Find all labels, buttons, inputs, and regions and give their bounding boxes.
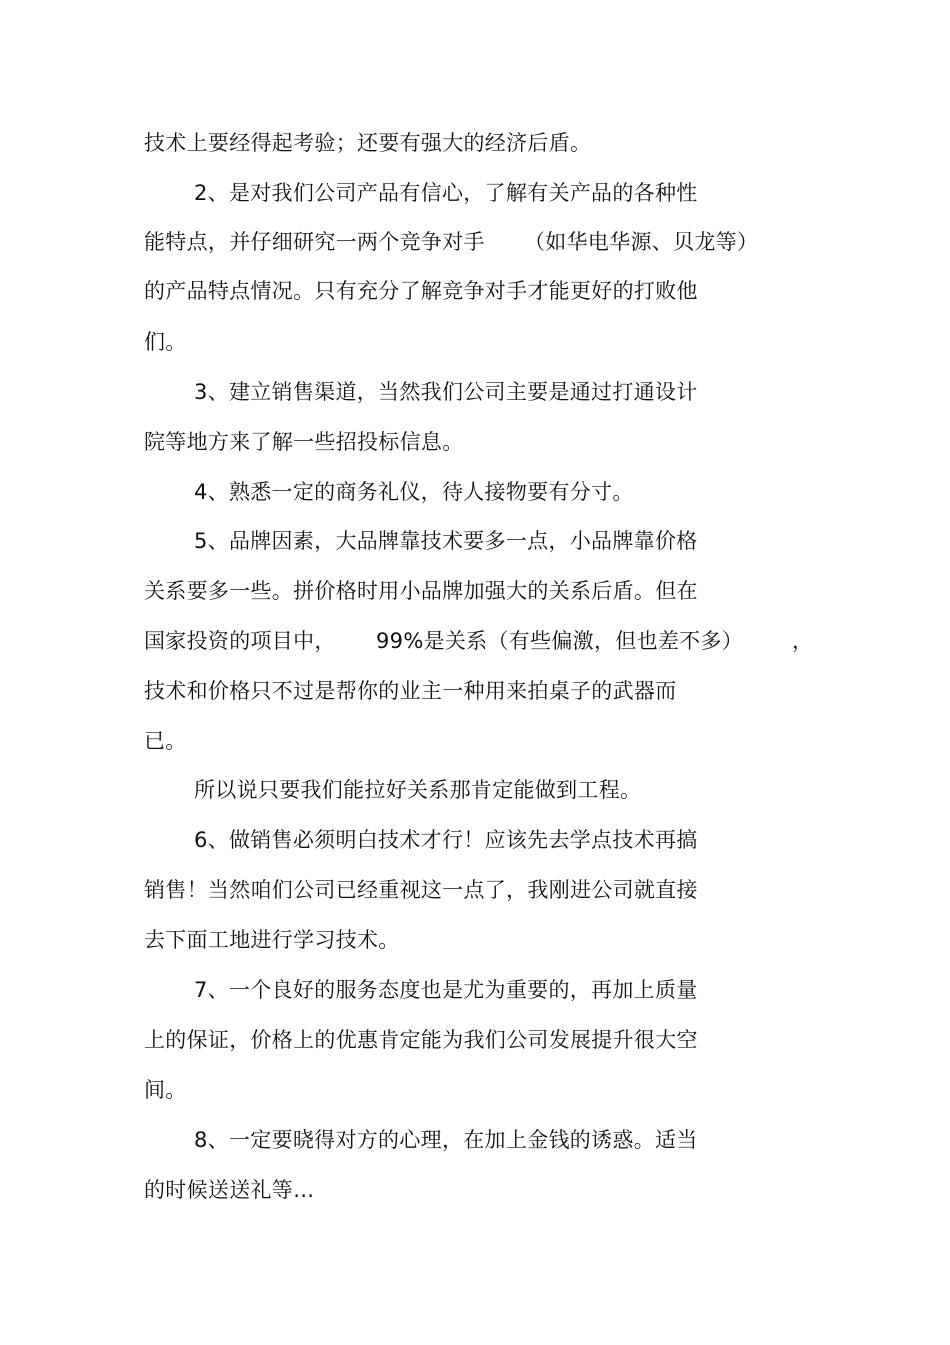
text-segment: （如华电华源、贝龙等） <box>524 230 759 254</box>
text-line: 8、一定要晓得对方的心理，在加上金钱的诱惑。适当 <box>194 1128 698 1152</box>
text-line: 们。 <box>144 330 187 354</box>
text-line <box>144 228 824 256</box>
text-line: 6、做销售必须明白技术才行！应该先去学点技术再搞 <box>194 828 698 852</box>
text-line: 销售！当然咱们公司已经重视这一点了，我刚进公司就直接 <box>144 878 698 902</box>
text-line: 院等地方来了解一些招投标信息。 <box>144 430 464 454</box>
text-line: 4、熟悉一定的商务礼仪，待人接物要有分寸。 <box>194 480 634 504</box>
text-line: 间。 <box>144 1078 187 1102</box>
text-line <box>144 627 814 655</box>
text-line: 3、建立销售渠道，当然我们公司主要是通过打通设计 <box>194 380 698 404</box>
text-line: 关系要多一些。拼价格时用小品牌加强大的关系后盾。但在 <box>144 579 698 603</box>
text-line: 2、是对我们公司产品有信心，了解有关产品的各种性 <box>194 181 698 205</box>
text-line: 去下面工地进行学习技术。 <box>144 928 400 952</box>
text-segment: 能特点，并仔细研究一两个竞争对手 <box>144 230 485 254</box>
text-line: 的时候送送礼等… <box>144 1178 315 1202</box>
text-line: 技术和价格只不过是帮你的业主一种用来拍桌子的武器而 <box>144 679 677 703</box>
text-line: 已。 <box>144 729 187 753</box>
text-segment: 国家投资的项目中， <box>144 629 336 653</box>
text-line: 5、品牌因素，大品牌靠技术要多一点，小品牌靠价格 <box>194 529 698 553</box>
text-line: 的产品特点情况。只有充分了解竞争对手才能更好的打败他 <box>144 279 698 303</box>
text-line: 7、一个良好的服务态度也是尤为重要的，再加上质量 <box>194 978 698 1002</box>
text-line: 所以说只要我们能拉好关系那肯定能做到工程。 <box>194 778 642 802</box>
text-segment: 99%是关系（有些偏激，但也差不多） <box>376 629 744 653</box>
text-line: 上的保证，价格上的优惠肯定能为我们公司发展提升很大空 <box>144 1028 698 1052</box>
text-segment: ， <box>792 629 814 653</box>
text-line: 技术上要经得起考验；还要有强大的经济后盾。 <box>144 131 592 155</box>
